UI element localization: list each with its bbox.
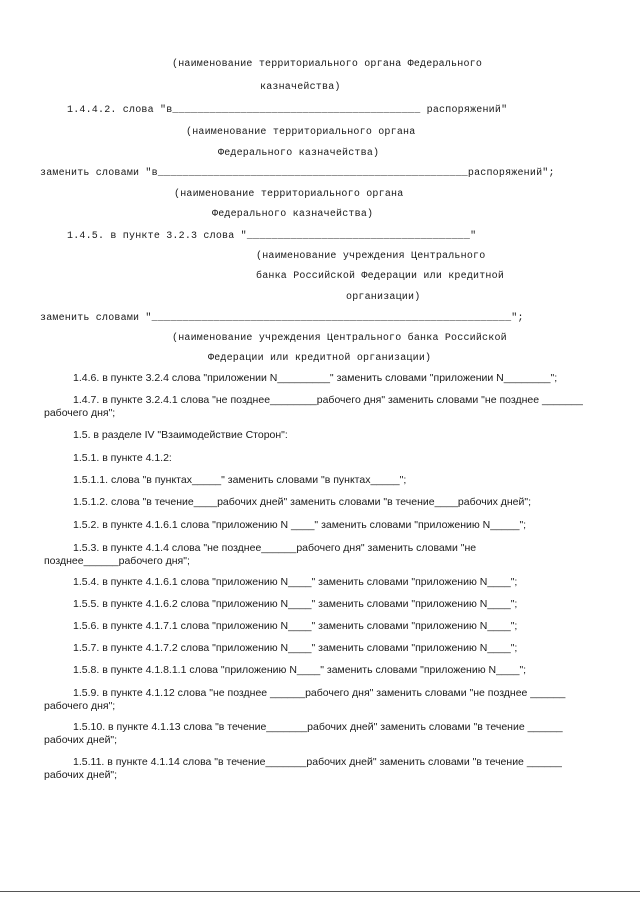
caption-cb-institution-2a: (наименование учреждения Центрального банка Российской [172,333,507,344]
replace-with-1: заменить словами "в__________________________________________________распоряжений"; [40,168,555,179]
caption-territorial-organ-2a: (наименование территориального органа [186,127,416,138]
item-1-4-7: 1.4.7. в пункте 3.2.4.1 слова "не позднее________рабочего дня" заменить словами "не позднее _______ рабочего дня"; [44,394,583,419]
caption-territorial-organ-3a: (наименование территориального органа [174,189,404,200]
item-1-5-4: 1.5.4. в пункте 4.1.6.1 слова "приложению N____" заменить словами "приложению N____"; [73,576,518,588]
item-1-4-6: 1.4.6. в пункте 3.2.4 слова "приложении N_________" заменить словами "приложении N________"; [73,372,558,384]
caption-territorial-organ-2b: Федерального казначейства) [218,148,380,159]
caption-cb-institution-2b: Федерации или кредитной организации) [208,353,432,364]
item-1-5-1-2: 1.5.1.2. слова "в течение____рабочих дней" заменить словами "в течение____рабочих дней"; [73,496,532,508]
item-1-5-9: 1.5.9. в пункте 4.1.12 слова "не позднее ______рабочего дня" заменить словами "не позднее ______ рабочего дня"; [44,687,566,712]
caption-cb-institution-1c: организации) [346,292,421,303]
item-1-5-5: 1.5.5. в пункте 4.1.6.2 слова "приложению N____" заменить словами "приложению N____"; [73,598,518,610]
caption-territorial-organ-1b: казначейства) [260,82,341,93]
caption-territorial-organ-3b: Федерального казначейства) [212,209,374,220]
caption-cb-institution-1a: (наименование учреждения Центрального [256,251,486,262]
item-1-5-11: 1.5.11. в пункте 4.1.14 слова "в течение_______рабочих дней" заменить словами "в течение ______ рабочих дней"; [44,756,562,781]
item-1-5-6: 1.5.6. в пункте 4.1.7.1 слова "приложению N____" заменить словами "приложению N____"; [73,620,518,632]
item-1-5-8: 1.5.8. в пункте 4.1.8.1.1 слова "приложению N____" заменить словами "приложению N____"; [73,664,527,676]
item-1-4-5: 1.4.5. в пункте 3.2.3 слова "____________________________________" [67,231,477,242]
item-1-5-1-1: 1.5.1.1. слова "в пунктах_____" заменить словами "в пунктах_____"; [73,474,407,486]
caption-cb-institution-1b: банка Российской Федерации или кредитной [256,271,505,282]
page-bottom-rule [0,891,640,892]
caption-territorial-organ-1a: (наименование территориального органа Федерального [172,59,483,70]
item-1-5: 1.5. в разделе IV "Взаимодействие Сторон": [73,429,288,441]
item-1-5-3: 1.5.3. в пункте 4.1.4 слова "не позднее______рабочего дня" заменить словами "не позднее______рабочего дня"; [44,542,477,567]
item-1-5-7: 1.5.7. в пункте 4.1.7.2 слова "приложению N____" заменить словами "приложению N____"; [73,642,518,654]
item-1-5-10: 1.5.10. в пункте 4.1.13 слова "в течение_______рабочих дней" заменить словами "в течение ______ рабочих дней"; [44,721,563,746]
item-1-5-2: 1.5.2. в пункте 4.1.6.1 слова "приложению N ____" заменить словами "приложению N_____"; [73,519,527,531]
item-1-4-4-2: 1.4.4.2. слова "в________________________________________ распоряжений" [67,105,508,116]
item-1-5-1: 1.5.1. в пункте 4.1.2: [73,452,172,464]
replace-with-2: заменить словами "__________________________________________________________"; [40,313,524,324]
